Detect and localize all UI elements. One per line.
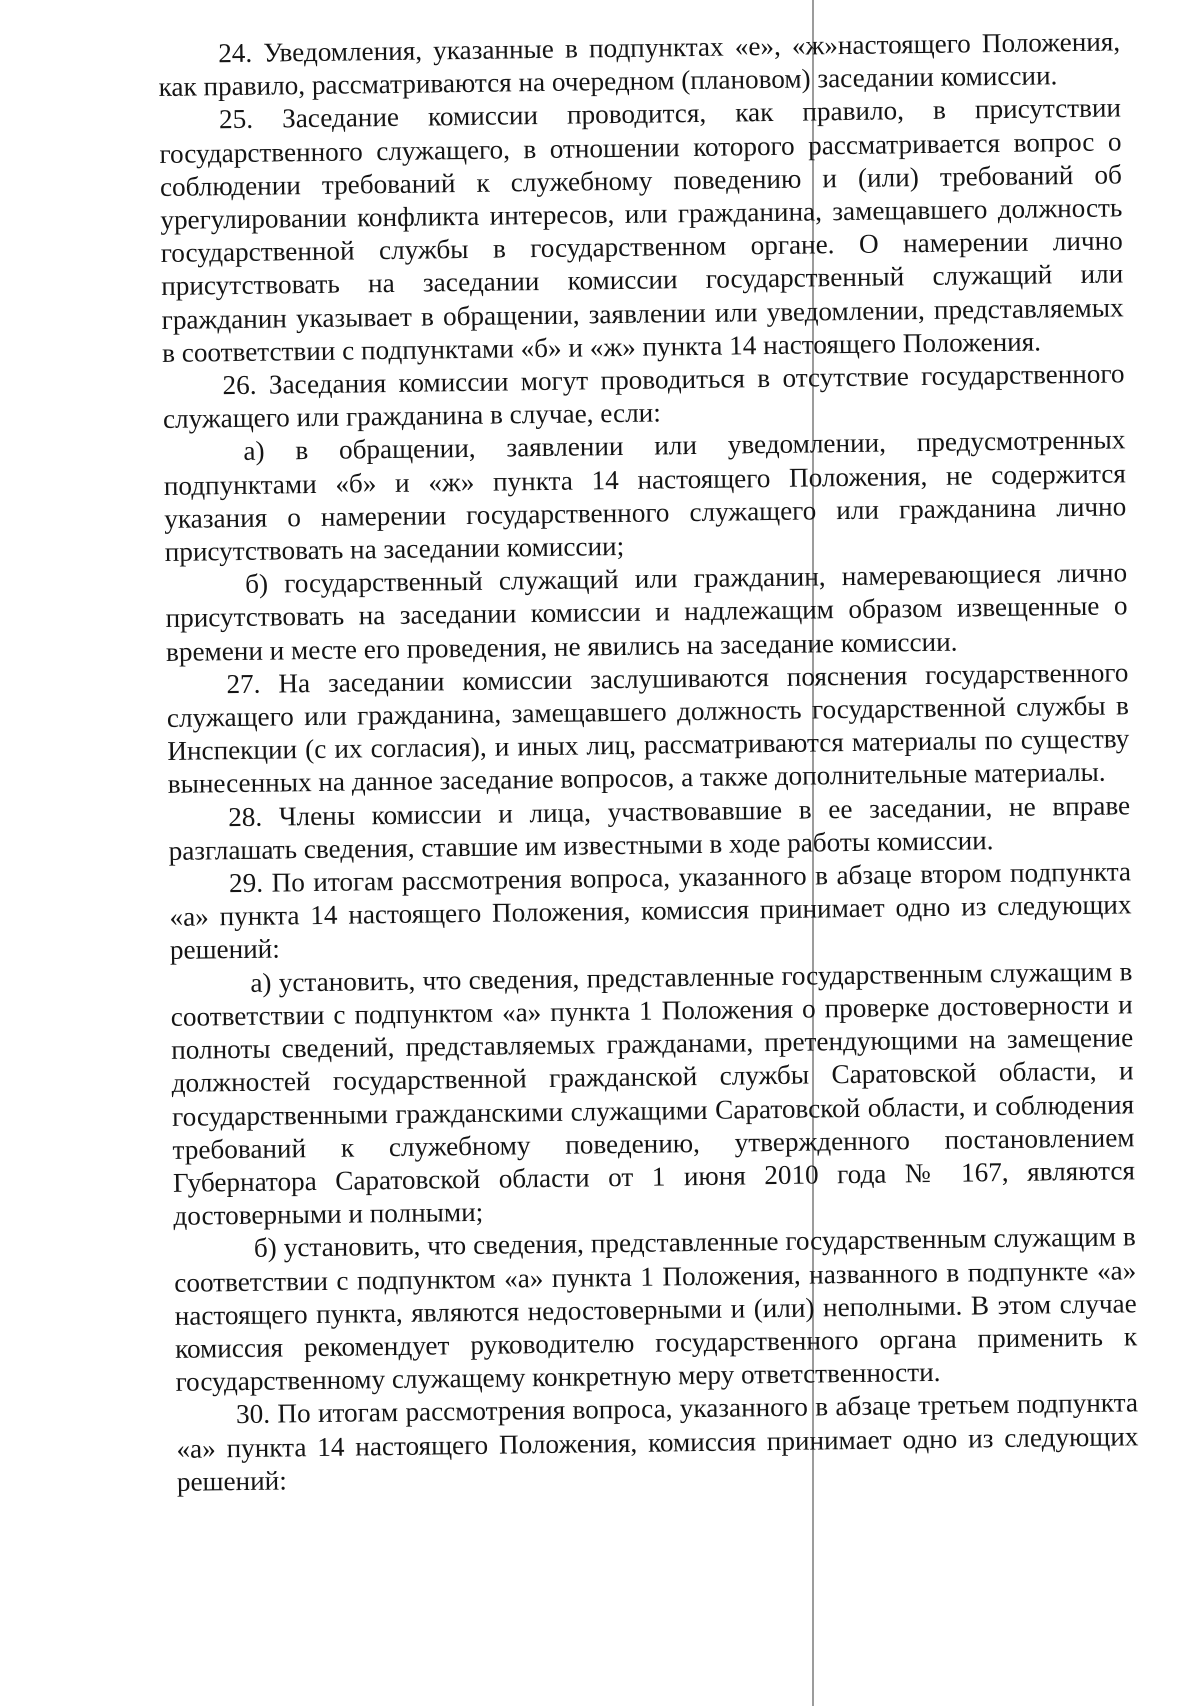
paragraph-28: 28. Члены комиссии и лица, участвовавшие в ее заседании, не вправе разглашать сведения, ставшие им известными в ходе работы комиссии.	[168, 790, 1131, 866]
document-body	[158, 25, 1139, 1498]
paragraph-26-a: а) в обращении, заявлении или уведомлении, предусмотренных подпунктами «б» и «ж» пункта 14 настоящего Положения, не содержится указания о намерении государственного служащего или гражданина лично присутствовать на заседании комиссии;	[163, 424, 1127, 568]
paragraph-24: 24. Уведомления, указанные в подпунктах «е», «ж»настоящего Положения, как правило, рассматриваются на очередном (плановом) заседании комиссии.	[158, 26, 1121, 103]
paragraph-26: 26. Заседания комиссии могут проводиться в отсутствие государственного служащего или гражданина в случае, если:	[162, 358, 1125, 435]
paragraph-26-b: б) государственный служащий или гражданин, намеревающиеся лично присутствовать на заседании комиссии и надлежащим образом извещенные о времени и месте его проведения, не явились на заседание комиссии.	[165, 557, 1128, 667]
paragraph-29-b: б) установить, что сведения, представленные государственным служащим в соответствии с подпунктом «а» пункта 1 Положения, названного в подпункте «а» настоящего пункта, являются недостоверными и (или) неполными. В этом случае комиссия рекомендует руководителю государственного органа применить к государственному служащему конкретную меру ответственности.	[174, 1221, 1138, 1398]
paragraph-29-a: а) установить, что сведения, представленные государственным служащим в соответствии с подпунктом «а» пункта 1 Положения о проверке достоверности и полноты сведений, представляемых гражданами, претендующими на замещение должностей государственной гражданской службы Саратовской области, и государственными гражданскими служащими Саратовской области, и соблюдения требований к служебному поведению, утвержденного постановлением Губернатора Саратовской области от 1 июня 2010 года № 167, являются достоверными и полными;	[170, 956, 1136, 1232]
paragraph-30: 30. По итогам рассмотрения вопроса, указанного в абзаце третьем подпункта «а» пункта 14 настоящего Положения, комиссия принимает одно из следующих решений:	[176, 1387, 1139, 1497]
paragraph-27: 27. На заседании комиссии заслушиваются пояснения государственного служащего или гражданина, замещавшего должность государственной службы в Инспекции (с их согласия), и иных лиц, рассматриваются материалы по существу вынесенных на данное заседание вопросов, а также дополнительные материалы.	[166, 657, 1130, 800]
paragraph-29: 29. По итогам рассмотрения вопроса, указанного в абзаце втором подпункта «а» пункта 14 настоящего Положения, комиссия принимает одно из следующих решений:	[169, 856, 1132, 966]
paragraph-25: 25. Заседание комиссии проводится, как правило, в присутствии государственного служащего, в отношении которого рассматривается вопрос о соблюдении требований к служебному поведению и (или) требований об урегулировании конфликта интересов, или гражданина, замещавшего должность государственной службы в государственном органе. О намерении лично присутствовать на заседании комиссии государственный служащий или гражданин указывает в обращении, заявлении или уведомлении, представляемых в соответствии с подпунктами «б» и «ж» пункта 14 настоящего Положения.	[159, 92, 1124, 368]
